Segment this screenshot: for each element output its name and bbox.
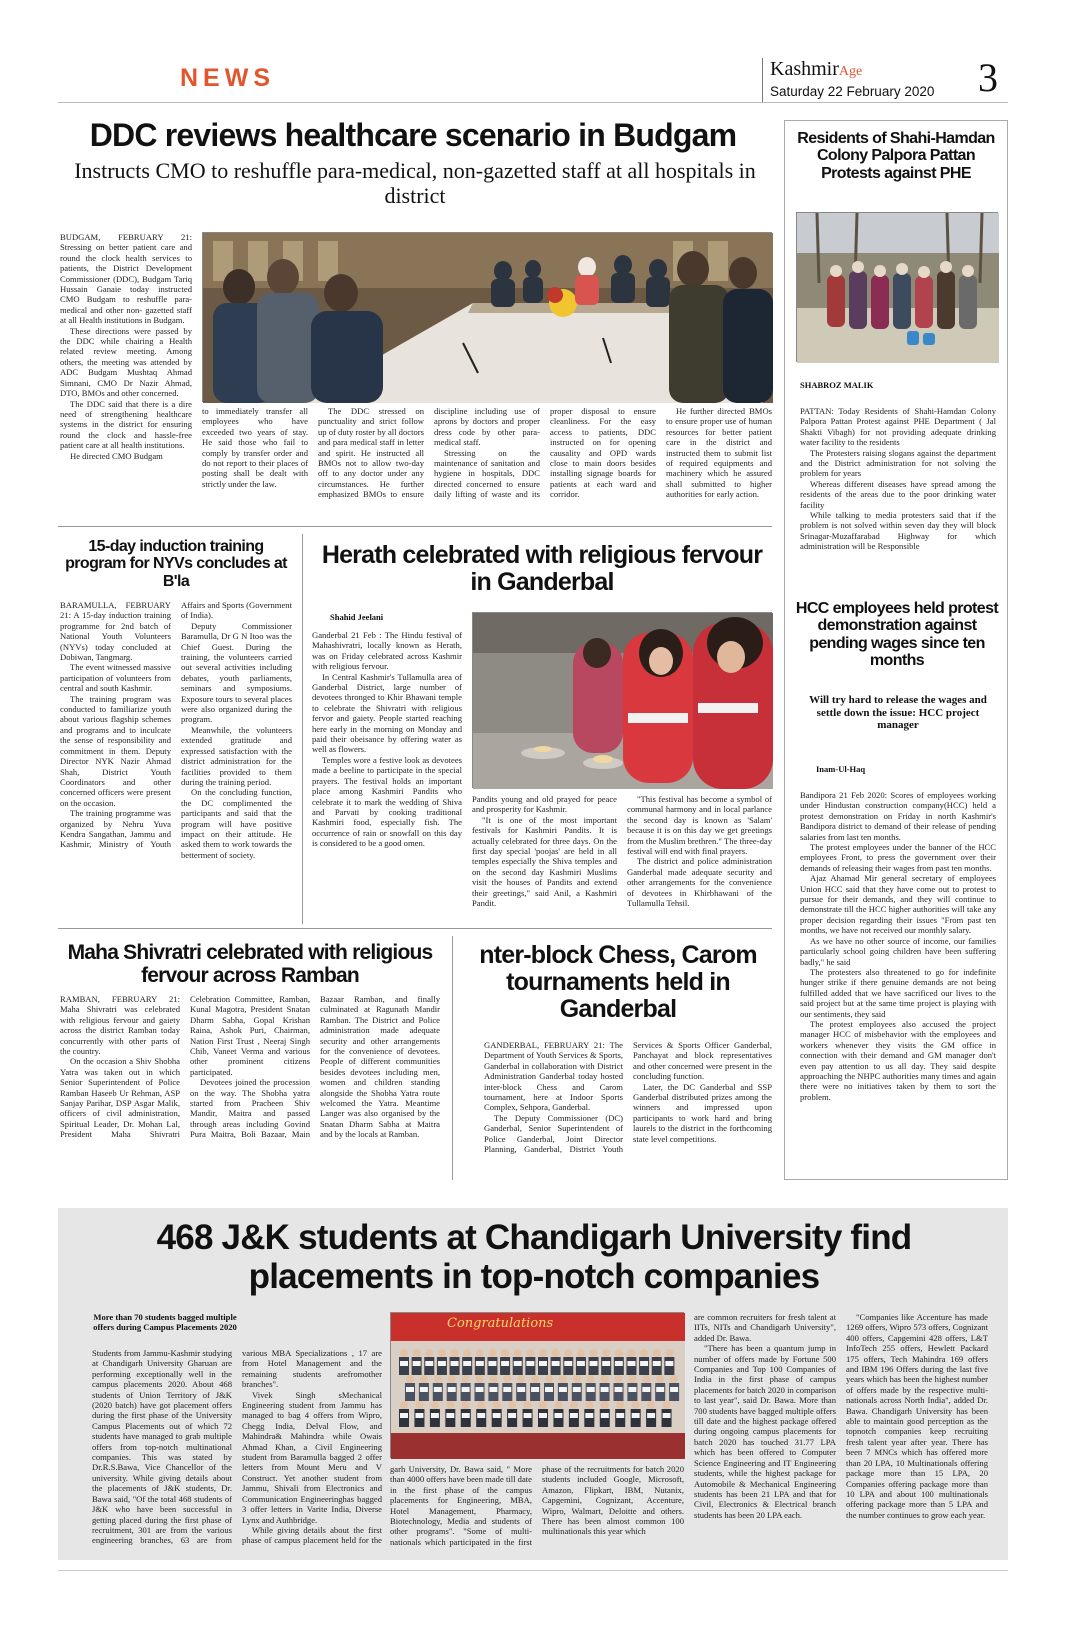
story1-p0: to immediately transfer all employees who have exceeded two years of stay. He said those who fail to comply by transfer order and do not report to their places of posting shall be dealt with strictly under the law. bbox=[202, 406, 308, 489]
story3-byline: Shahid Jeelani bbox=[330, 612, 384, 622]
story1-headline: DDC reviews healthcare scenario in Budgam bbox=[89, 117, 737, 153]
issue-date: Saturday 22 February 2020 bbox=[770, 84, 935, 99]
rule-row2 bbox=[58, 928, 772, 929]
sidebar2-byline: Inam-Ul-Haq bbox=[816, 764, 866, 774]
feature-headline: 468 J&K students at Chandigarh University find placements in top-notch companies bbox=[156, 1218, 912, 1296]
story3-headline: Herath celebrated with religious fervour in Ganderbal bbox=[321, 541, 763, 596]
feature-left-p2: While giving details about the first phase of campus placement held for the bbox=[242, 1524, 382, 1546]
story5-p2: Later, the DC Ganderbal and SSP Ganderbal distributed prizes among the winners and impressed upon participants to work hard and bring laurels to the district in the forthcoming state level competitions. bbox=[633, 1081, 772, 1144]
section-label: NEWS bbox=[180, 64, 275, 92]
rule-col-story2 bbox=[302, 534, 303, 924]
sidebar2-p4: The protesters also threatened to go for indefinite hunger strike if there genuine demands are not being fulfilled added that we have sacrificed our lives to the said project but at the same time project is playing with our sentiments, they said bbox=[800, 966, 996, 1019]
sidebar1-body bbox=[800, 406, 996, 582]
feature-photo-banner: Congratulations bbox=[447, 1316, 554, 1331]
story4-p1: On the occasion a Shiv Shobha Yatra was taken out in which Senior Superintendent of Police Ramban Haseeb Ur Rehman, ASP Sanjay Parihar, DSP Asgar Malik, officers of civil administration, Spiritual Leader, Dr. Mohan Lal, President Maha Shivratri Celebration Committee, Ramban, Kunal Magotra, President Snatan Dharm Sabha, Gopal Krishan Raina, Ashok Puri, Chairman, Nation First Trust , Neeraj Singh Chib, Vaneet Verma and various other prominent citizens participated. bbox=[60, 994, 310, 1140]
story2-p4: Deputy Commissioner Baramulla, Dr G N Itoo was the Chief Guest. During the training, the volunteers carried out several activities including debates, youth parliaments, seminars and symposiums. Exposure tours to several places were also organized during the program. bbox=[181, 620, 292, 725]
story3-p1: In Central Kashmir's Tullamulla area of Ganderbal District, large number of devotees thronged to Khir Bhawani temple to celebrate the Shivratri with religious fervor and gaiety. People started reaching here early in the morning on Monday and paid their obeisance by offering water as well as flowers. bbox=[312, 671, 462, 755]
story5-p0: GANDERBAL, FEBRUARY 21: The Department of Youth Services & Sports, Ganderbal in collaboration with District Administration Ganderbal today hosted inter-block Chess and Carom tournament, here at Indoor Sports Complex, Sehpora, Ganderbal. bbox=[484, 1040, 623, 1113]
story1-lead-p2: The DDC said that there is a dire need of strengthening healthcare systems in the district for ensuring round the clock and hassle-free patient care at all health institutions. bbox=[60, 398, 192, 451]
feature-photo bbox=[390, 1312, 684, 1458]
story2-p3: The training programme was organized by Nehru Yuva Kendra Sangathan, Jammu and Kashmir, Ministry of Youth Affairs and Sports (Government of India). bbox=[60, 600, 292, 850]
feature-bottom-p0: garh University, Dr. Bawa said, " More than 4000 offers have been made till date in the first phase of the campus placements for Engineering, MBA, Hotel Management, Pharmacy, Biotechnology, Media and students of other programs". "Some of multi-nationals which participated in the first phase of the recruitments for batch 2020 students included Google, Microsoft, Amazon, Flipkart, IBM, Nutanix, Capgemini, Cognizant, Accenture, Wipro, Walmart, Deloitte and others. There has been almost common 100 multinationals this year which bbox=[390, 1464, 684, 1547]
feature-right-body bbox=[694, 1312, 988, 1554]
story1-p2: Stressing on the maintenance of sanitation and hygiene in hospitals, DDC directed concerned to ensure daily lifting of waste and its proper disposal to ensure cleanliness. For the easy access to patients, DDC instructed on for opening causality and OPD wards close to main doors besides installing signage boards for patients at each ward and corridor. bbox=[434, 406, 656, 500]
story2-p0: BARAMULLA, FEBRUARY 21: A 15-day induction training programme for 2nd batch of National Youth Volunteers (NYVs) today concluded at Dobiwan, Tangmarg. bbox=[60, 600, 171, 663]
sidebar1-p0: PATTAN: Today Residents of Shahi-Hamdan Colony Palpora Pattan Protest against PHE Department ( Jal Shakti Vibagh) for not providing adequate drinking water facility to the residents bbox=[800, 406, 996, 448]
story3-photo bbox=[472, 612, 772, 788]
sidebar2-headline: HCC employees held protest demonstration against pending wages since ten months bbox=[795, 600, 999, 669]
story2-p5: Meanwhile, the volunteers extended gratitude and expressed satisfaction with the district administration for the facilities provided to them during the training period. bbox=[181, 724, 292, 787]
story1-p1: The DDC stressed on punctuality and strict follow up of duty roster by all doctors and para medical staff in letter and spirit. He instructed all BMOs not to allow two-day off to any doctor under any circumstances. He further emphasized BMOs to ensure discipline including use of aprons by doctors and proper dress code by other para-medical staff. bbox=[318, 406, 540, 500]
sidebar2-p1: The protest employees under the banner of the HCC employees Front, to press the government over their demands of releasing their wages from past ten months. bbox=[800, 842, 996, 873]
sidebar2-p2: Ajaz Ahamad Mir general secretary of employees Union HCC said that they have come out to protest to pursue for their demands, and they will continue to demonstrate till the HCC higher authorities will take any proper decision regarding their issues "From past ten months, we have not received our monthly salary. bbox=[800, 873, 996, 936]
masthead-rule bbox=[58, 102, 1008, 103]
story4-p2: Devotees joined the procession on the way. The Shobha yatra started from Pracheen Shiv Mandir, Maitra and passed through areas including Govind Pura Maitra, Boli Bazaar, Main Bazaar Ramban, and finally culminated at Ragunath Mandir Ramban. The District and Police administration made adequate security and other arrangements for the convenience of devotees. People of different communities besides devotees including men, women and children standing alongside the Shobha Yatra route welcomed the Yatra. Meantime Langer was also organised by the Snatan Dharm Sabha at Maitra and by the locals at Ramban. bbox=[190, 994, 440, 1140]
story2-p2: The training program was conducted to familiarize youth about various flagship schemes and programs and to inculcate the sense of responsibility and commitment in them. Deputy Director NYK Nazir Ahmad Shah, District Youth Coordinators and other concerned officers were present on the occasion. bbox=[60, 693, 171, 808]
sidebar1-headline: Residents of Shahi-Hamdan Colony Palpora Pattan Protests against PHE bbox=[797, 130, 995, 182]
story3-p3: Pandits young and old prayed for peace and prosperity for Kashmir. bbox=[472, 794, 617, 815]
sidebar1-p1: The Protesters raising slogans against the department and the District administration for not solving the problem for years bbox=[800, 447, 996, 479]
sidebar2-subhead: Will try hard to release the wages and settle down the issue: HCC project manager bbox=[809, 694, 987, 732]
feature-left-p0: Students from Jammu-Kashmir studying at Chandigarh University Gharuan are performing exceptionally well in the campus placements 2020. About 468 students of Union Territory of J&K (2020 batch) have got placement offers during the first phase of the University Campus Placements out of which 72 students have managed to grab multiple offers from top-notch multinational companies. This was stated by Dr.R.S.Bawa, Vice Chancellor of the university. While giving details about the placements of J&K students, Dr. Bawa said, "Of the total 468 students of J&K who have been successful in getting placed during the first phase of recruitment, 301 are from the various engineering branches, 63 are from various MBA Specializations , 17 are from Hotel Management and the remaining students arefromother branches". bbox=[92, 1348, 382, 1546]
feature-left-body bbox=[92, 1348, 382, 1554]
story5-headline: nter-block Chess, Carom tournaments held in Ganderbal bbox=[479, 941, 757, 1023]
rule-row1 bbox=[58, 526, 772, 527]
story3-p5: "This festival has become a symbol of communal harmony and in local parlance the second day is known as 'Salam' because it is on this day we get greetings from the Muslim brethren." The three-day festival will end with final prayers. bbox=[627, 794, 772, 857]
paper-name-main: Kashmir bbox=[770, 58, 839, 80]
sidebar2-body bbox=[800, 790, 996, 1170]
story1-lead-p1: These directions were passed by the DDC while chairing a Health related review meeting. Among others, the meeting was attended by ADC Budgam Mushtaq Ahmad Simnani, CMO Dr Nazir Ahmad, DTO, BMOs and other concerned. bbox=[60, 325, 192, 399]
feature-right-p2: "Companies like Accenture has made 1269 offers, Wipro 573 offers, Cognizant 400 offers, Capgemini 428 offers, L&T InfoTech 255 offers, Hewlett Packard 175 offers, Tech Mahindra 169 offers and IBM 196 Offers during the last five years which has been the highest number of offers made by the respective multi-nationals across North India", added Dr. Bawa. Chandigarh University has been able to maintain good perception as the topnotch companies keep recruiting fresh talent year after year. There has been 7 MNCs which has offered more than 20 LPA, 10 Multinationals offering package more than 15 LPA, 20 Companies offering package more than 10 LPA and about 100 multinationals offering package more than 5 LPA and the number continues to grow each year. bbox=[846, 1312, 988, 1520]
paper-name-accent: Age bbox=[838, 64, 863, 79]
story3-p4: "It is one of the most important festivals for Kashmiri Pandits. It is actually celebrated for three days. On the first day special 'poojas' are held in all temples especially the Shiva temples and on the second day Kashmiri Muslims visit the houses of Pandits and extend their greetings," said Anil, a Kashmiri Pandit. bbox=[472, 814, 617, 909]
story1-subhead: Instructs CMO to reshuffle para-medical, non-gazetted staff at all hospitals in district bbox=[74, 158, 756, 209]
story5-body bbox=[484, 1040, 772, 1180]
feature-right-p0: are common recruiters for fresh talent at IITs, NITs and Chandigarh University", added Dr. Bawa. bbox=[694, 1312, 836, 1343]
story1-lead-column bbox=[60, 232, 192, 518]
story3-p0: Ganderbal 21 Feb : The Hindu festival of Mahashivratri, locally known as Herath, was on Friday celebrated across Kashmir with religious fervour. bbox=[312, 630, 462, 672]
story3-lead-column bbox=[312, 630, 462, 920]
story4-body bbox=[60, 994, 440, 1180]
feature-kicker: More than 70 students bagged multiple offers during Campus Placements 2020 bbox=[93, 1312, 237, 1333]
sidebar1-photo bbox=[796, 212, 998, 362]
sidebar2-p3: As we have no other source of income, our families particularly school going children have been suffering badly," he said bbox=[800, 935, 996, 967]
story2-p6: On the concluding function, the DC complimented the participants and said that the program will have positive impact on their attitude. He asked them to work towards the betterment of society. bbox=[181, 787, 292, 860]
story4-p0: RAMBAN, FEBRUARY 21: Maha Shivratri was celebrated with religious fervour and gaiety across the district Ramban today concurrently with other parts of the country. bbox=[60, 994, 180, 1057]
story1-photo bbox=[202, 232, 772, 402]
paper-logo bbox=[770, 58, 862, 81]
masthead-divider bbox=[762, 58, 763, 102]
story1-lead-p3: He directed CMO Budgam bbox=[70, 450, 163, 461]
rule-col-story4 bbox=[452, 936, 453, 1180]
story2-headline: 15-day induction training program for NYVs concludes at B'la bbox=[65, 538, 287, 590]
story1-body bbox=[202, 406, 772, 518]
story2-p1: The event witnessed massive participation of volunteers from central and south Kashmir. bbox=[60, 662, 171, 694]
sidebar1-byline: SHABROZ MALIK bbox=[800, 380, 874, 390]
story3-p2: Temples wore a festive look as devotees made a beeline to participate in the special prayers. The festival holds an important place among Kashmiri Pandits who celebrate it to mark the wedding of Shiva and Parvati by cooking traditional Kashmiri food, especially fish. The occurrence of rain or snowfall on this day is considered to be a good omen. bbox=[312, 754, 462, 849]
sidebar2-p5: The protest employees also accused the project manager HCC of misbehavior with the employees and workers whenever they visits the GM office in connection with their demand and GM manager don't even pay attention to us all day. They said despite approaching the NHPC authorities many times and again there were no initiatives taken by them to sort the problem. bbox=[800, 1018, 996, 1102]
story1-lead-p0: BUDGAM, FEBRUARY 21: Stressing on better patient care and round the clock health services to patients, the District Development Commissioner (DDC), Budgam Tariq Hussain Ganaie today instructed CMO Budgam to reshuffle para-medical and other non- gazetted staff at all Health institutions in Budgam. bbox=[60, 232, 192, 326]
story5-p1: The Deputy Commissioner (DC) Ganderbal, Senior Superintendent of Police Ganderbal, Joint Director Planning, Ganderbal, District Youth Services & Sports Officer Ganderbal, Panchayat and block representatives and other concerned were present in the concluding function. bbox=[484, 1040, 772, 1155]
story2-body bbox=[60, 600, 292, 920]
sidebar2-p0: Bandipora 21 Feb 2020: Scores of employees working under Hindustan construction company(HCC) held a protest demonstration on Friday in north Kashmir's Bandipora district to demand of their release of pending salaries from last ten months. bbox=[800, 790, 996, 842]
story1-p3: He further directed BMOs to ensure proper use of human resources for better patient care in the district and instructed them to submit list of required equipments and machinery which he assured shall submitted to higher authorities for early action. bbox=[666, 406, 772, 500]
feature-bottom-body bbox=[390, 1464, 684, 1554]
feature-right-p1: "There has been a quantum jump in number of offers made by Fortune 500 Companies and Top 100 Companies of India in the first phase of campus placements for batch 2020 in comparison to last year", said Dr. Bawa. More than 700 students have bagged multiple offers till date and the highest package offered during ongoing campus placements for batch 2020 has touched 31.77 LPA which has been offered to Computer Science Engineering and IT Engineering students, while the highest package for Automobile & Mechanical Engineering students has been 21 LPA and that for Civil, Electronics & Electrical branch students has been 20 LPA each. bbox=[694, 1343, 836, 1520]
story3-body bbox=[472, 794, 772, 920]
page-number: 3 bbox=[978, 55, 998, 100]
sidebar1-p3: While talking to media protesters said that if the problem is not solved within seven day they will block Srinagar-Muzaffarabad Highway for which administration will be Responsible bbox=[800, 510, 996, 552]
footer-rule bbox=[58, 1570, 1008, 1571]
feature-left-p1: Vivek Singh sMechanical Engineering student from Jammu has managed to bag 4 offers from Wipro, Chegg India, Delval Flow, and Mahindra& Mahindra while Owais Ahmad Khan, a Civil Engineering student from Baramulla bagged 2 offer letters from Mount Meru and V Construct. Yet another student from Jammu, Shivali from Electronics and Communication Engineeringhas bagged 3 offer letters in Varite India, Diverse Lynx and Authbridge. bbox=[242, 1389, 382, 1525]
story4-headline: Maha Shivratri celebrated with religious fervour across Ramban bbox=[67, 941, 433, 987]
sidebar1-p2: Whereas different diseases have spread among the residents of the areas due to the poor drinking water facility bbox=[800, 478, 996, 510]
story3-p6: The district and police administration Ganderbal made adequate security and other arrangements for the convenience of devotees in Khirbhawani of the Tullamulla Tehsil. bbox=[627, 856, 772, 909]
